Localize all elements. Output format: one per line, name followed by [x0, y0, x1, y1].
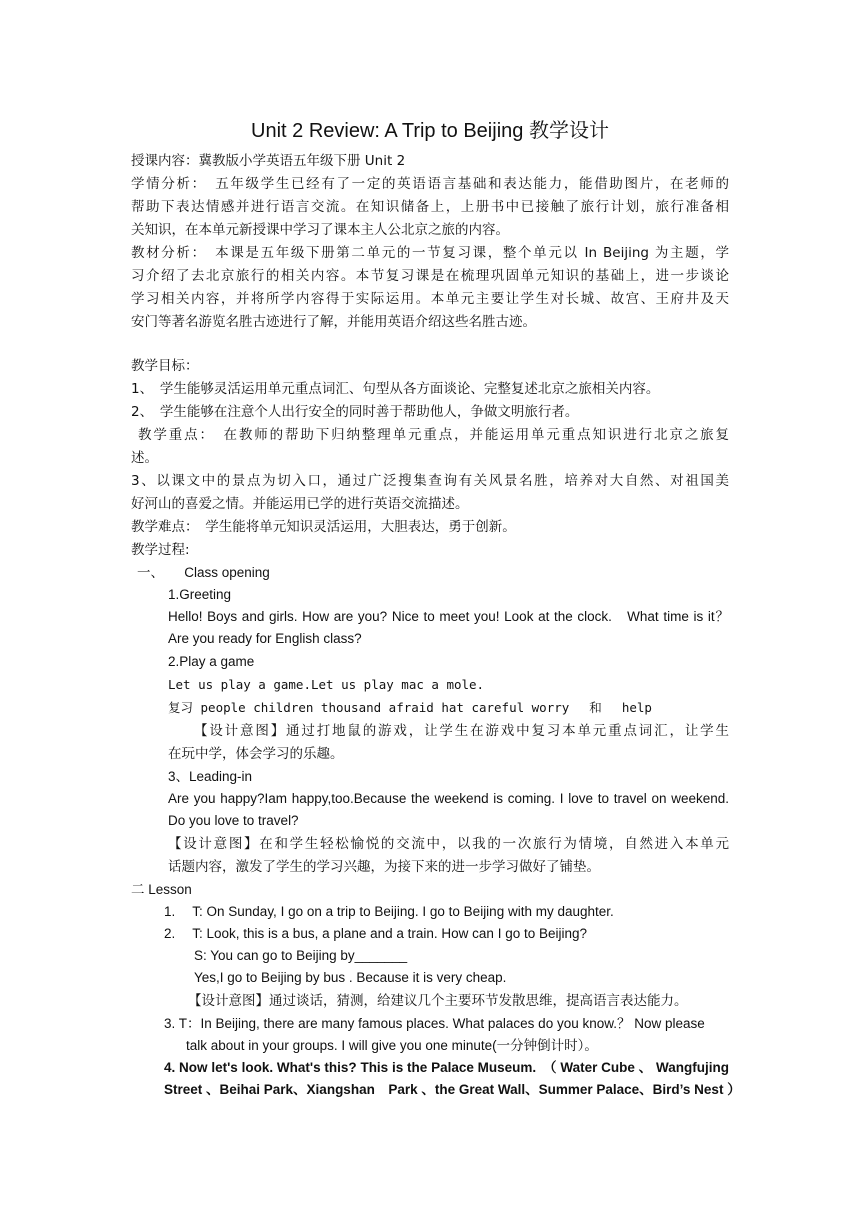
- text-line: 【设计意图】通过打地鼠的游戏，让学生在游戏中复习本单元重点词汇，让学生: [194, 723, 729, 739]
- text-line: 安门等著名游览名胜古迹进行了解，并能用英语介绍这些名胜古迹。: [131, 314, 536, 330]
- text-line: 教学难点： 学生能将单元知识灵活运用，大胆表达，勇于创新。: [131, 519, 516, 535]
- text-line: Do you love to travel?: [168, 813, 299, 828]
- text-line: 1、 学生能够灵活运用单元重点词汇、句型从各方面谈论、完整复述北京之旅相关内容。: [131, 381, 660, 397]
- section-heading: 教学过程:: [131, 542, 190, 558]
- text-line: talk about in your groups. I will give you one minute(一分钟倒计时）。: [186, 1038, 598, 1053]
- text-line: 话题内容，激发了学生的学习兴趣，为接下来的进一步学习做好了铺垫。: [168, 859, 600, 875]
- text-line: 2.Play a game: [168, 654, 255, 669]
- text-line: 【设计意图】在和学生轻松愉悦的交流中，以我的一次旅行为情境，自然进入本单元: [168, 836, 729, 852]
- text-line: 教学重点： 在教师的帮助下归纳整理单元重点，并能运用单元重点知识进行北京之旅复: [138, 427, 729, 443]
- text-line: Street 、Beihai Park、Xiangshan Park 、the Great Wall、Summer Palace、Bird’s Nest ）: [164, 1082, 741, 1097]
- section-heading: 教学目标：: [131, 358, 199, 374]
- text-line: 帮助下表达情感并进行语言交流。在知识储备上，上册书中已接触了旅行计划，旅行准备相: [131, 199, 729, 215]
- text-line: Are you happy?Iam happy,too.Because the weekend is coming. I love to travel on weekend.: [168, 791, 729, 806]
- text-line: 3、Leading-in: [168, 769, 253, 784]
- text-line: 4. Now let's look. What's this? This is the Palace Museum. （ Water Cube 、 Wangfujing: [164, 1060, 729, 1075]
- text-line: 复习 people children thousand afraid hat careful worry 和 help: [168, 700, 652, 715]
- text-line: Let us play a game.Let us play mac a mole.: [168, 677, 485, 692]
- text-line: S: You can go to Beijing by_______: [194, 948, 408, 963]
- text-line: 学习相关内容，并将所学内容得于实际运用。本单元主要让学生对长城、故宫、王府井及天: [131, 291, 729, 307]
- text-line: 2、 学生能够在注意个人出行安全的同时善于帮助他人，争做文明旅行者。: [131, 404, 579, 420]
- text-line: 3、以课文中的景点为切入口，通过广泛搜集查询有关风景名胜，培养对大自然、对祖国美: [131, 473, 729, 489]
- section-heading: 二 Lesson: [131, 882, 192, 897]
- text-line: Hello! Boys and girls. How are you? Nice to meet you! Look at the clock. What time is it？: [168, 609, 729, 624]
- text-line: 1.Greeting: [168, 587, 232, 602]
- text-line: 一、 Class opening: [137, 565, 270, 580]
- text-line: 3. T：In Beijing, there are many famous places. What palaces do you know.？ Now please: [164, 1016, 705, 1031]
- text-line: 好河山的喜爱之情。并能运用已学的进行英语交流描述。: [131, 496, 469, 512]
- document-title: Unit 2 Review: A Trip to Beijing 教学设计: [251, 120, 609, 142]
- text-line: 【设计意图】通过谈话，猜测，给建议几个主要环节发散思维，提高语言表达能力。: [188, 993, 688, 1009]
- text-line: 习介绍了去北京旅行的相关内容。本节复习课是在梳理巩固单元知识的基础上，进一步谈论: [131, 268, 729, 284]
- text-line: 在玩中学，体会学习的乐趣。: [168, 746, 344, 762]
- text-line: Are you ready for English class?: [168, 631, 362, 646]
- text-line: 1. T: On Sunday, I go on a trip to Beijing. I go to Beijing with my daughter.: [164, 904, 614, 919]
- text-line: 述。: [131, 450, 158, 466]
- text-line: 2. T: Look, this is a bus, a plane and a train. How can I go to Beijing?: [164, 926, 588, 941]
- text-line: 关知识，在本单元新授课中学习了课本主人公北京之旅的内容。: [131, 222, 509, 238]
- text-line: 教材分析： 本课是五年级下册第二单元的一节复习课，整个单元以 In Beijing 为主题，学: [131, 245, 729, 261]
- text-line: 授课内容：冀教版小学英语五年级下册 Unit 2: [131, 153, 406, 169]
- text-line: Yes,I go to Beijing by bus . Because it is very cheap.: [194, 970, 507, 985]
- text-line: 学情分析： 五年级学生已经有了一定的英语语言基础和表达能力，能借助图片，在老师的: [131, 176, 729, 192]
